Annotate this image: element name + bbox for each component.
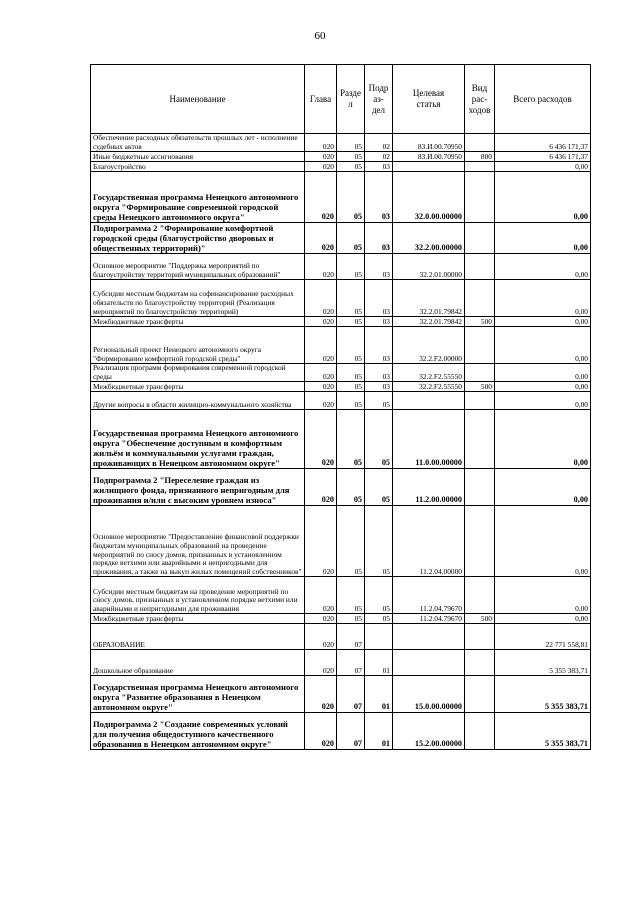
row-name: Государственная программа Ненецкого автономного округа "Формирование современной городской среды Ненецкого автономного округа" bbox=[91, 172, 305, 223]
table-row bbox=[91, 152, 591, 162]
row-section: 05 bbox=[337, 162, 365, 172]
row-target-article: 32.2.01.79842 bbox=[393, 280, 465, 317]
row-subsection: 05 bbox=[365, 506, 393, 577]
row-expense-type bbox=[465, 134, 495, 152]
table-row bbox=[91, 614, 591, 624]
row-section: 07 bbox=[337, 713, 365, 750]
row-subsection: 05 bbox=[365, 469, 393, 506]
row-target-article: 32.2.F2.55550 bbox=[393, 382, 465, 392]
row-total: 0,00 bbox=[495, 223, 591, 254]
row-target-article bbox=[393, 392, 465, 410]
row-target-article bbox=[393, 624, 465, 650]
table-row bbox=[91, 469, 591, 506]
row-total: 0,00 bbox=[495, 614, 591, 624]
row-chapter: 020 bbox=[305, 577, 337, 614]
row-name: Основное мероприятие "Поддержка мероприятий по благоустройству территорий муниципальных образований" bbox=[91, 254, 305, 280]
table-row bbox=[91, 392, 591, 410]
row-name: ОБРАЗОВАНИЕ bbox=[91, 624, 305, 650]
row-name: Дошкольное образование bbox=[91, 650, 305, 676]
row-subsection: 01 bbox=[365, 713, 393, 750]
table-row bbox=[91, 172, 591, 223]
row-subsection: 01 bbox=[365, 676, 393, 713]
row-section: 05 bbox=[337, 317, 365, 327]
header-subsection-line: Подр bbox=[368, 82, 389, 93]
row-section: 05 bbox=[337, 392, 365, 410]
table-row bbox=[91, 506, 591, 577]
page-number: 60 bbox=[314, 30, 326, 42]
row-expense-type bbox=[465, 254, 495, 280]
row-subsection: 03 bbox=[365, 223, 393, 254]
row-subsection: 05 bbox=[365, 614, 393, 624]
row-subsection: 03 bbox=[365, 162, 393, 172]
row-chapter: 020 bbox=[305, 713, 337, 750]
row-expense-type bbox=[465, 280, 495, 317]
header-expense-type bbox=[465, 65, 495, 134]
table-row bbox=[91, 223, 591, 254]
header-section-line: Разде bbox=[340, 88, 361, 98]
table-header-row bbox=[91, 65, 591, 134]
header-subsection-line: аз- bbox=[373, 93, 384, 104]
row-subsection: 03 bbox=[365, 172, 393, 223]
row-target-article: 11.2.04.79670 bbox=[393, 577, 465, 614]
table-row bbox=[91, 364, 591, 382]
row-section: 05 bbox=[337, 410, 365, 469]
table-row bbox=[91, 382, 591, 392]
row-expense-type bbox=[465, 223, 495, 254]
header-target-line: статья bbox=[416, 99, 441, 109]
row-total: 0,00 bbox=[495, 577, 591, 614]
row-subsection: 02 bbox=[365, 152, 393, 162]
row-subsection: 03 bbox=[365, 327, 393, 364]
row-total: 0,00 bbox=[495, 327, 591, 364]
row-total: 0,00 bbox=[495, 317, 591, 327]
row-chapter: 020 bbox=[305, 134, 337, 152]
row-total: 0,00 bbox=[495, 392, 591, 410]
row-chapter: 020 bbox=[305, 624, 337, 650]
row-subsection: 03 bbox=[365, 382, 393, 392]
table-row bbox=[91, 317, 591, 327]
row-section: 05 bbox=[337, 577, 365, 614]
row-section: 05 bbox=[337, 364, 365, 382]
row-total: 0,00 bbox=[495, 506, 591, 577]
row-section: 05 bbox=[337, 469, 365, 506]
row-target-article: 32.2.00.00000 bbox=[393, 223, 465, 254]
row-expense-type bbox=[465, 162, 495, 172]
row-name: Иные бюджетные ассигнования bbox=[91, 152, 305, 162]
header-name: Наименование bbox=[91, 65, 305, 134]
row-expense-type bbox=[465, 650, 495, 676]
header-expense-type-line: рас- bbox=[471, 93, 488, 104]
row-target-article: 32.2.F2.55550 bbox=[393, 364, 465, 382]
row-name: Реализация программ формирования современной городской среды bbox=[91, 364, 305, 382]
row-total: 0,00 bbox=[495, 254, 591, 280]
row-chapter: 020 bbox=[305, 172, 337, 223]
row-name: Другие вопросы в области жилищно-коммунального хозяйства bbox=[91, 392, 305, 410]
row-section: 05 bbox=[337, 280, 365, 317]
row-total: 22 771 558,81 bbox=[495, 624, 591, 650]
row-name: Благоустройство bbox=[91, 162, 305, 172]
row-expense-type: 500 bbox=[465, 317, 495, 327]
row-name: Субсидии местным бюджетам на проведение мероприятий по сносу домов, признанных в установленном порядке ветхими или аварийными и непригодными для проживания bbox=[91, 577, 305, 614]
row-chapter: 020 bbox=[305, 650, 337, 676]
row-target-article: 83.И.00.70950 bbox=[393, 152, 465, 162]
row-expense-type bbox=[465, 676, 495, 713]
row-expense-type: 500 bbox=[465, 382, 495, 392]
table-row bbox=[91, 676, 591, 713]
row-name: Подпрограмма 2 "Формирование комфортной городской среды (благоустройство дворовых и общественных территорий)" bbox=[91, 223, 305, 254]
row-subsection: 05 bbox=[365, 577, 393, 614]
row-total: 6 436 171,37 bbox=[495, 134, 591, 152]
row-chapter: 020 bbox=[305, 223, 337, 254]
row-subsection: 03 bbox=[365, 317, 393, 327]
row-expense-type: 800 bbox=[465, 152, 495, 162]
row-chapter: 020 bbox=[305, 614, 337, 624]
row-target-article bbox=[393, 162, 465, 172]
row-total: 0,00 bbox=[495, 162, 591, 172]
header-chapter: Глава bbox=[305, 65, 337, 134]
row-section: 05 bbox=[337, 152, 365, 162]
row-section: 05 bbox=[337, 382, 365, 392]
row-name: Подпрограмма 2 "Создание современных условий для получения общедоступного качественного образования в Ненецком автономном округе" bbox=[91, 713, 305, 750]
row-total: 0,00 bbox=[495, 280, 591, 317]
row-chapter: 020 bbox=[305, 506, 337, 577]
table-row bbox=[91, 624, 591, 650]
row-chapter: 020 bbox=[305, 392, 337, 410]
row-expense-type bbox=[465, 327, 495, 364]
row-subsection: 02 bbox=[365, 134, 393, 152]
row-expense-type bbox=[465, 624, 495, 650]
row-chapter: 020 bbox=[305, 254, 337, 280]
row-target-article: 15.0.00.00000 bbox=[393, 676, 465, 713]
row-target-article: 11.2.04.79670 bbox=[393, 614, 465, 624]
row-section: 05 bbox=[337, 134, 365, 152]
budget-table bbox=[90, 64, 591, 750]
row-chapter: 020 bbox=[305, 152, 337, 162]
row-total: 0,00 bbox=[495, 469, 591, 506]
row-expense-type bbox=[465, 364, 495, 382]
header-subsection-line: дел bbox=[371, 104, 386, 115]
row-target-article: 32.2.F2.00000 bbox=[393, 327, 465, 364]
row-name: Обеспечение расходных обязательств прошлых лет - исполнение судебных актов bbox=[91, 134, 305, 152]
header-expense-type-line: ходов bbox=[468, 104, 491, 115]
row-chapter: 020 bbox=[305, 364, 337, 382]
row-chapter: 020 bbox=[305, 676, 337, 713]
row-total: 5 355 383,71 bbox=[495, 713, 591, 750]
row-total: 0,00 bbox=[495, 172, 591, 223]
row-name: Подпрограмма 2 "Переселение граждан из жилищного фонда, признанного непригодным для проживания и/или с высоким уровнем износа" bbox=[91, 469, 305, 506]
row-expense-type: 500 bbox=[465, 614, 495, 624]
row-chapter: 020 bbox=[305, 410, 337, 469]
row-section: 07 bbox=[337, 676, 365, 713]
header-subsection bbox=[365, 65, 393, 134]
row-name: Субсидии местным бюджетам на софинансирование расходных обязательств по благоустройству территорий (Реализация мероприятий по благоустройству территорий) bbox=[91, 280, 305, 317]
row-section: 05 bbox=[337, 223, 365, 254]
row-expense-type bbox=[465, 410, 495, 469]
row-name: Региональный проект Ненецкого автономного округа "Формирование комфортной городской среды" bbox=[91, 327, 305, 364]
table-row bbox=[91, 134, 591, 152]
row-chapter: 020 bbox=[305, 382, 337, 392]
table-row bbox=[91, 577, 591, 614]
row-name: Межбюджетные трансферты bbox=[91, 317, 305, 327]
header-expense-type-line: Вид bbox=[471, 82, 488, 93]
row-chapter: 020 bbox=[305, 327, 337, 364]
row-total: 6 436 171,37 bbox=[495, 152, 591, 162]
row-target-article: 83.И.00.70950 bbox=[393, 134, 465, 152]
table-row bbox=[91, 713, 591, 750]
row-expense-type bbox=[465, 577, 495, 614]
row-target-article: 11.2.04.00000 bbox=[393, 506, 465, 577]
row-subsection bbox=[365, 624, 393, 650]
row-total: 0,00 bbox=[495, 410, 591, 469]
table-row bbox=[91, 254, 591, 280]
row-subsection: 03 bbox=[365, 280, 393, 317]
row-section: 07 bbox=[337, 650, 365, 676]
row-total: 5 355 383,71 bbox=[495, 650, 591, 676]
row-subsection: 03 bbox=[365, 254, 393, 280]
row-chapter: 020 bbox=[305, 469, 337, 506]
table-body bbox=[91, 134, 591, 750]
row-total: 0,00 bbox=[495, 382, 591, 392]
row-target-article: 32.2.01.79842 bbox=[393, 317, 465, 327]
row-chapter: 020 bbox=[305, 280, 337, 317]
row-total: 5 355 383,71 bbox=[495, 676, 591, 713]
header-total: Всего расходов bbox=[495, 65, 591, 134]
row-name: Межбюджетные трансферты bbox=[91, 382, 305, 392]
row-expense-type bbox=[465, 172, 495, 223]
row-section: 05 bbox=[337, 172, 365, 223]
header-section-line: л bbox=[348, 99, 353, 109]
row-section: 05 bbox=[337, 506, 365, 577]
row-target-article: 15.2.00.00000 bbox=[393, 713, 465, 750]
header-section bbox=[337, 65, 365, 134]
row-name: Государственная программа Ненецкого автономного округа "Развитие образования в Ненецком автономном округе" bbox=[91, 676, 305, 713]
row-subsection: 05 bbox=[365, 392, 393, 410]
row-name: Основное мероприятие "Предоставление финансовой поддержки бюджетам муниципальных образований на проведение мероприятий по сносу домов, признанных в установленном порядке ветхими или аварийными и непригодными для проживания, а также на выкуп жилых помещений собственников" bbox=[91, 506, 305, 577]
row-section: 05 bbox=[337, 614, 365, 624]
row-expense-type bbox=[465, 506, 495, 577]
table-row bbox=[91, 162, 591, 172]
table-row bbox=[91, 650, 591, 676]
row-total: 0,00 bbox=[495, 364, 591, 382]
row-section: 05 bbox=[337, 327, 365, 364]
row-chapter: 020 bbox=[305, 162, 337, 172]
row-target-article: 32.0.00.00000 bbox=[393, 172, 465, 223]
row-expense-type bbox=[465, 713, 495, 750]
row-target-article bbox=[393, 650, 465, 676]
row-subsection: 05 bbox=[365, 410, 393, 469]
row-target-article: 11.2.00.00000 bbox=[393, 469, 465, 506]
row-section: 05 bbox=[337, 254, 365, 280]
row-expense-type bbox=[465, 392, 495, 410]
row-name: Государственная программа Ненецкого автономного округа "Обеспечение доступным и комфортным жильём и коммунальными услугами граждан, проживающих в Ненецком автономном округе" bbox=[91, 410, 305, 469]
table-row bbox=[91, 280, 591, 317]
row-subsection: 01 bbox=[365, 650, 393, 676]
row-name: Межбюджетные трансферты bbox=[91, 614, 305, 624]
table-row bbox=[91, 410, 591, 469]
row-subsection: 03 bbox=[365, 364, 393, 382]
row-expense-type bbox=[465, 469, 495, 506]
header-target-line: Целевая bbox=[412, 88, 445, 98]
row-target-article: 11.0.00.00000 bbox=[393, 410, 465, 469]
row-chapter: 020 bbox=[305, 317, 337, 327]
header-target bbox=[393, 65, 465, 134]
table-row bbox=[91, 327, 591, 364]
row-target-article: 32.2.01.00000 bbox=[393, 254, 465, 280]
row-section: 07 bbox=[337, 624, 365, 650]
